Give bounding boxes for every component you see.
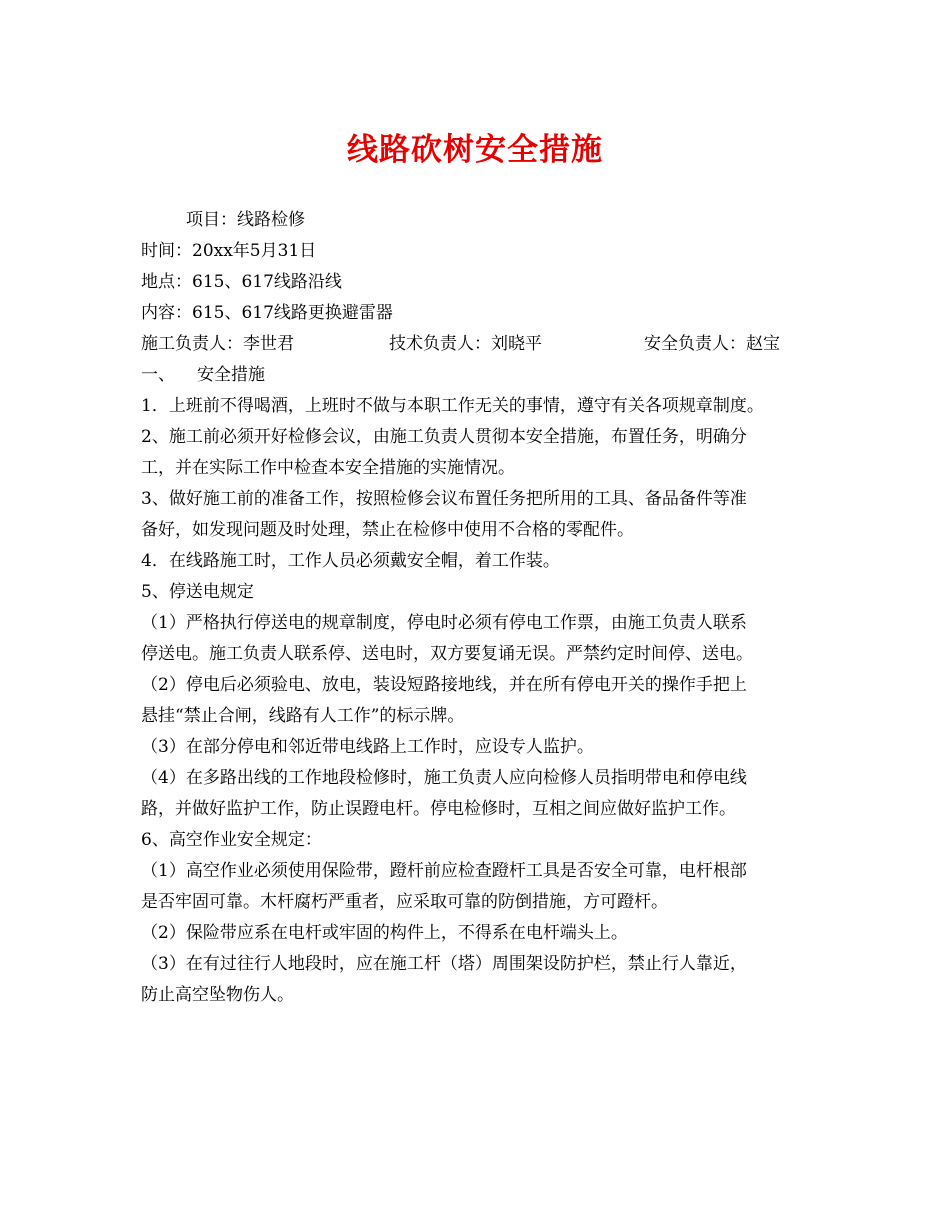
time-line: 时间：20xx年5月31日 bbox=[141, 241, 317, 261]
paragraph-line: 3、做好施工前的准备工作，按照检修会议布置任务把所用的工具、备品备件等准 bbox=[141, 489, 747, 509]
paragraph-line: （1）严格执行停送电的规章制度，停电时必须有停电工作票，由施工负责人联系 bbox=[141, 613, 747, 633]
paragraph-line: 4．在线路施工时，工作人员必须戴安全帽，着工作装。 bbox=[141, 551, 560, 571]
document-body bbox=[141, 205, 821, 1011]
paragraph-line: 悬挂“禁止合闸，线路有人工作”的标示牌。 bbox=[141, 706, 465, 726]
paragraph-line: （3）在部分停电和邻近带电线路上工作时，应设专人监护。 bbox=[141, 737, 594, 757]
paragraph-line: （1）高空作业必须使用保险带，蹬杆前应检查蹬杆工具是否安全可靠，电杆根部 bbox=[141, 861, 747, 881]
section-heading bbox=[141, 360, 821, 391]
paragraph-line: 1．上班前不得喝酒，上班时不做与本职工作无关的事情，遵守有关各项规章制度。 bbox=[141, 396, 764, 416]
paragraph-line: 6、高空作业安全规定： bbox=[141, 830, 322, 850]
paragraph-line: （3）在有过往行人地段时，应在施工杆（塔）周围架设防护栏，禁止行人靠近， bbox=[141, 954, 747, 974]
safety-lead: 安全负责人：赵宝 bbox=[644, 334, 780, 354]
paragraph-line: 2、施工前必须开好检修会议，由施工负责人贯彻本安全措施，布置任务，明确分 bbox=[141, 427, 747, 447]
construction-lead: 施工负责人：李世君 bbox=[141, 334, 294, 354]
responsible-persons-line bbox=[141, 329, 821, 360]
project-line: 项目：线路检修 bbox=[186, 210, 305, 230]
technical-lead: 技术负责人：刘晓平 bbox=[389, 334, 542, 354]
paragraph-line: 防止高空坠物伤人。 bbox=[141, 985, 294, 1005]
paragraph-line: （2）保险带应系在电杆或牢固的构件上，不得系在电杆端头上。 bbox=[141, 923, 628, 943]
paragraph-line: 路，并做好监护工作，防止误蹬电杆。停电检修时，互相之间应做好监护工作。 bbox=[141, 799, 736, 819]
document-title: 线路砍树安全措施 bbox=[347, 132, 603, 168]
paragraph-line: 备好，如发现问题及时处理，禁止在检修中使用不合格的零配件。 bbox=[141, 520, 634, 540]
section-number: 一、 bbox=[141, 365, 175, 385]
paragraph-line: 停送电。施工负责人联系停、送电时，双方要复诵无误。严禁约定时间停、送电。 bbox=[141, 644, 753, 664]
paragraph-line: 5、停送电规定 bbox=[141, 582, 254, 602]
paragraph-line: 工，并在实际工作中检查本安全措施的实施情况。 bbox=[141, 458, 515, 478]
location-line: 地点：615、617线路沿线 bbox=[141, 272, 342, 292]
section-title: 安全措施 bbox=[197, 365, 265, 385]
paragraph-line: （4）在多路出线的工作地段检修时，施工负责人应向检修人员指明带电和停电线 bbox=[141, 768, 747, 788]
paragraph-line: 是否牢固可靠。木杆腐朽严重者，应采取可靠的防倒措施，方可蹬杆。 bbox=[141, 892, 668, 912]
paragraph-line: （2）停电后必须验电、放电，装设短路接地线，并在所有停电开关的操作手把上 bbox=[141, 675, 747, 695]
content-line: 内容：615、617线路更换避雷器 bbox=[141, 303, 393, 323]
